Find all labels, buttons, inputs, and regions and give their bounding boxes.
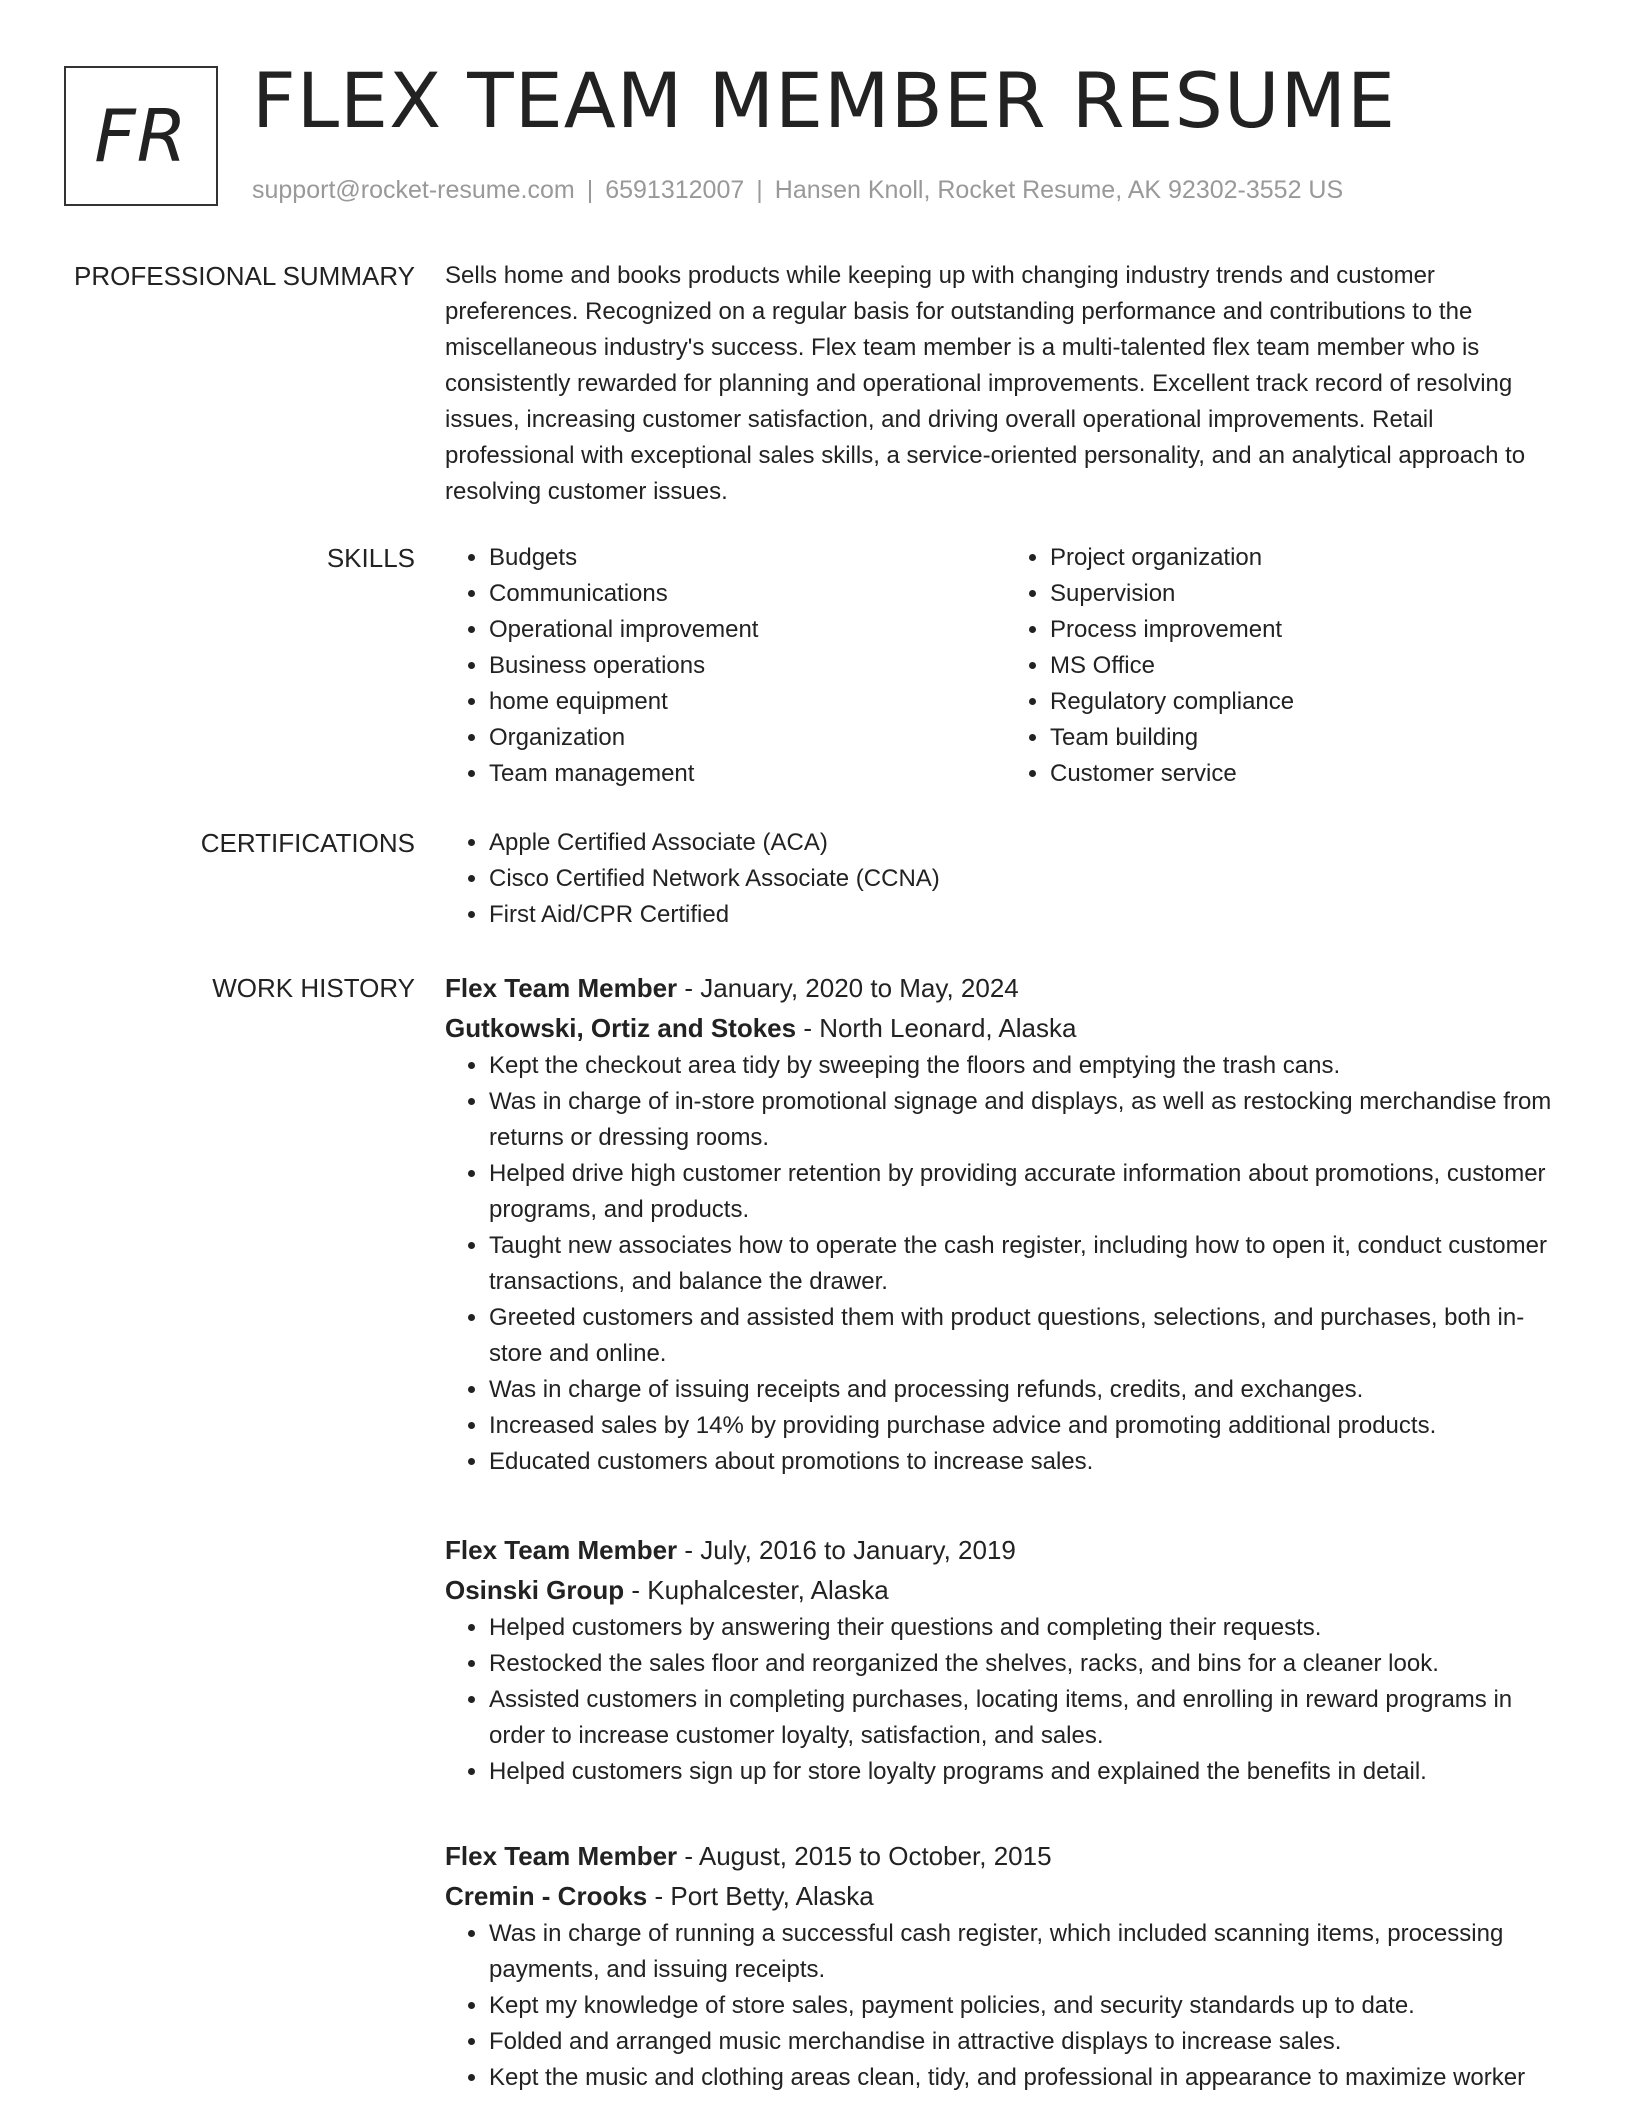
skill-item: • Organization bbox=[489, 720, 1006, 756]
job-title-line bbox=[445, 1836, 1567, 1876]
skill-item: • Project organization bbox=[1050, 540, 1567, 576]
job-bullet: • Kept the music and clothing areas clean, tidy, and professional in appearance to maximize worker bbox=[489, 2060, 1567, 2096]
section-label-work-history: WORK HISTORY bbox=[212, 973, 415, 1003]
job-company: Osinski Group bbox=[445, 1575, 625, 1605]
job-dates: - January, 2020 to May, 2024 bbox=[684, 973, 1019, 1003]
certification-item: • Cisco Certified Network Associate (CCNA) bbox=[489, 861, 1567, 897]
job-entry bbox=[445, 968, 1567, 1480]
monogram-initials: FR bbox=[94, 94, 188, 178]
job-bullet: • Restocked the sales floor and reorganized the shelves, racks, and bins for a cleaner look. bbox=[489, 1646, 1567, 1682]
contact-separator: | bbox=[756, 176, 763, 204]
job-dates: - August, 2015 to October, 2015 bbox=[684, 1841, 1052, 1871]
job-bullet: • Was in charge of issuing receipts and processing refunds, credits, and exchanges. bbox=[489, 1372, 1567, 1408]
skill-item: • Supervision bbox=[1050, 576, 1567, 612]
job-company-line bbox=[445, 1008, 1567, 1048]
certifications-section bbox=[445, 825, 1567, 933]
job-bullet-list bbox=[445, 1048, 1567, 1480]
job-title-line bbox=[445, 1530, 1567, 1570]
skill-item: • Process improvement bbox=[1050, 612, 1567, 648]
job-bullet: • Helped customers by answering their questions and completing their requests. bbox=[489, 1610, 1567, 1646]
certification-item: • First Aid/CPR Certified bbox=[489, 897, 1567, 933]
skill-item: • home equipment bbox=[489, 684, 1006, 720]
job-bullet-list bbox=[445, 1916, 1567, 2096]
skill-item: • Customer service bbox=[1050, 756, 1567, 792]
skills-list-right bbox=[1006, 540, 1567, 792]
job-bullet: • Helped drive high customer retention by providing accurate information about promotions, customer programs, and products. bbox=[489, 1156, 1567, 1228]
skills-list-left bbox=[445, 540, 1006, 792]
resume-title: FLEX TEAM MEMBER RESUME bbox=[252, 56, 1397, 145]
job-bullet: • Greeted customers and assisted them with product questions, selections, and purchases, both in-store and online. bbox=[489, 1300, 1567, 1372]
job-entry bbox=[445, 1530, 1567, 1790]
job-bullet: • Helped customers sign up for store loyalty programs and explained the benefits in detail. bbox=[489, 1754, 1567, 1790]
contact-address: Hansen Knoll, Rocket Resume, AK 92302-3552 US bbox=[774, 176, 1344, 204]
job-bullet-list bbox=[445, 1610, 1567, 1790]
skill-item: • Communications bbox=[489, 576, 1006, 612]
job-bullet: • Educated customers about promotions to increase sales. bbox=[489, 1444, 1567, 1480]
job-bullet: • Kept the checkout area tidy by sweeping the floors and emptying the trash cans. bbox=[489, 1048, 1567, 1084]
section-label-skills: SKILLS bbox=[326, 543, 415, 573]
job-bullet: • Was in charge of in-store promotional signage and displays, as well as restocking merchandise from returns or dressing rooms. bbox=[489, 1084, 1567, 1156]
job-company-line bbox=[445, 1876, 1567, 1916]
skill-item: • Budgets bbox=[489, 540, 1006, 576]
job-location: - Kuphalcester, Alaska bbox=[631, 1575, 889, 1605]
skill-item: • Regulatory compliance bbox=[1050, 684, 1567, 720]
summary-section bbox=[445, 258, 1567, 510]
contact-email: support@rocket-resume.com bbox=[252, 176, 575, 204]
section-label-summary: PROFESSIONAL SUMMARY bbox=[74, 261, 415, 291]
job-entry bbox=[445, 1836, 1567, 2096]
job-bullet: • Folded and arranged music merchandise in attractive displays to increase sales. bbox=[489, 2024, 1567, 2060]
monogram-box bbox=[64, 66, 218, 206]
job-dates: - July, 2016 to January, 2019 bbox=[684, 1535, 1016, 1565]
skills-section bbox=[445, 540, 1567, 792]
certification-item: • Apple Certified Associate (ACA) bbox=[489, 825, 1567, 861]
job-bullet: • Taught new associates how to operate the cash register, including how to open it, conduct customer transactions, and balance the drawer. bbox=[489, 1228, 1567, 1300]
job-title: Flex Team Member bbox=[445, 1841, 678, 1871]
job-bullet: • Assisted customers in completing purchases, locating items, and enrolling in reward programs in order to increase customer loyalty, satisfaction, and sales. bbox=[489, 1682, 1567, 1754]
job-title: Flex Team Member bbox=[445, 973, 678, 1003]
certifications-list bbox=[445, 825, 1567, 933]
job-title-line bbox=[445, 968, 1567, 1008]
job-bullet: • Was in charge of running a successful cash register, which included scanning items, processing payments, and issuing receipts. bbox=[489, 1916, 1567, 1988]
skill-item: • MS Office bbox=[1050, 648, 1567, 684]
job-bullet: • Kept my knowledge of store sales, payment policies, and security standards up to date. bbox=[489, 1988, 1567, 2024]
skill-item: • Team building bbox=[1050, 720, 1567, 756]
job-company-line bbox=[445, 1570, 1567, 1610]
skill-item: • Business operations bbox=[489, 648, 1006, 684]
contact-line bbox=[252, 175, 1343, 205]
job-location: - Port Betty, Alaska bbox=[654, 1881, 874, 1911]
job-company: Gutkowski, Ortiz and Stokes bbox=[445, 1013, 797, 1043]
job-location: - North Leonard, Alaska bbox=[803, 1013, 1077, 1043]
contact-phone: 6591312007 bbox=[605, 176, 745, 204]
summary-text: Sells home and books products while keeping up with changing industry trends and customer preferences. Recognized on a regular basis for outstanding performance and contributions to the miscellaneous industry's success. Flex team member is a multi-talented flex team member who is consistently rewarded for planning and operational improvements. Excellent track record of resolving issues, increasing customer satisfaction, and driving overall operational improvements. Retail professional with exceptional sales skills, a service-oriented personality, and an analytical approach to resolving customer issues. bbox=[445, 262, 1526, 505]
skill-item: • Operational improvement bbox=[489, 612, 1006, 648]
section-label-certifications: CERTIFICATIONS bbox=[200, 828, 415, 858]
skill-item: • Team management bbox=[489, 756, 1006, 792]
job-bullet: • Increased sales by 14% by providing purchase advice and promoting additional products. bbox=[489, 1408, 1567, 1444]
contact-separator: | bbox=[586, 176, 594, 204]
job-title: Flex Team Member bbox=[445, 1535, 678, 1565]
job-company: Cremin - Crooks bbox=[445, 1881, 648, 1911]
